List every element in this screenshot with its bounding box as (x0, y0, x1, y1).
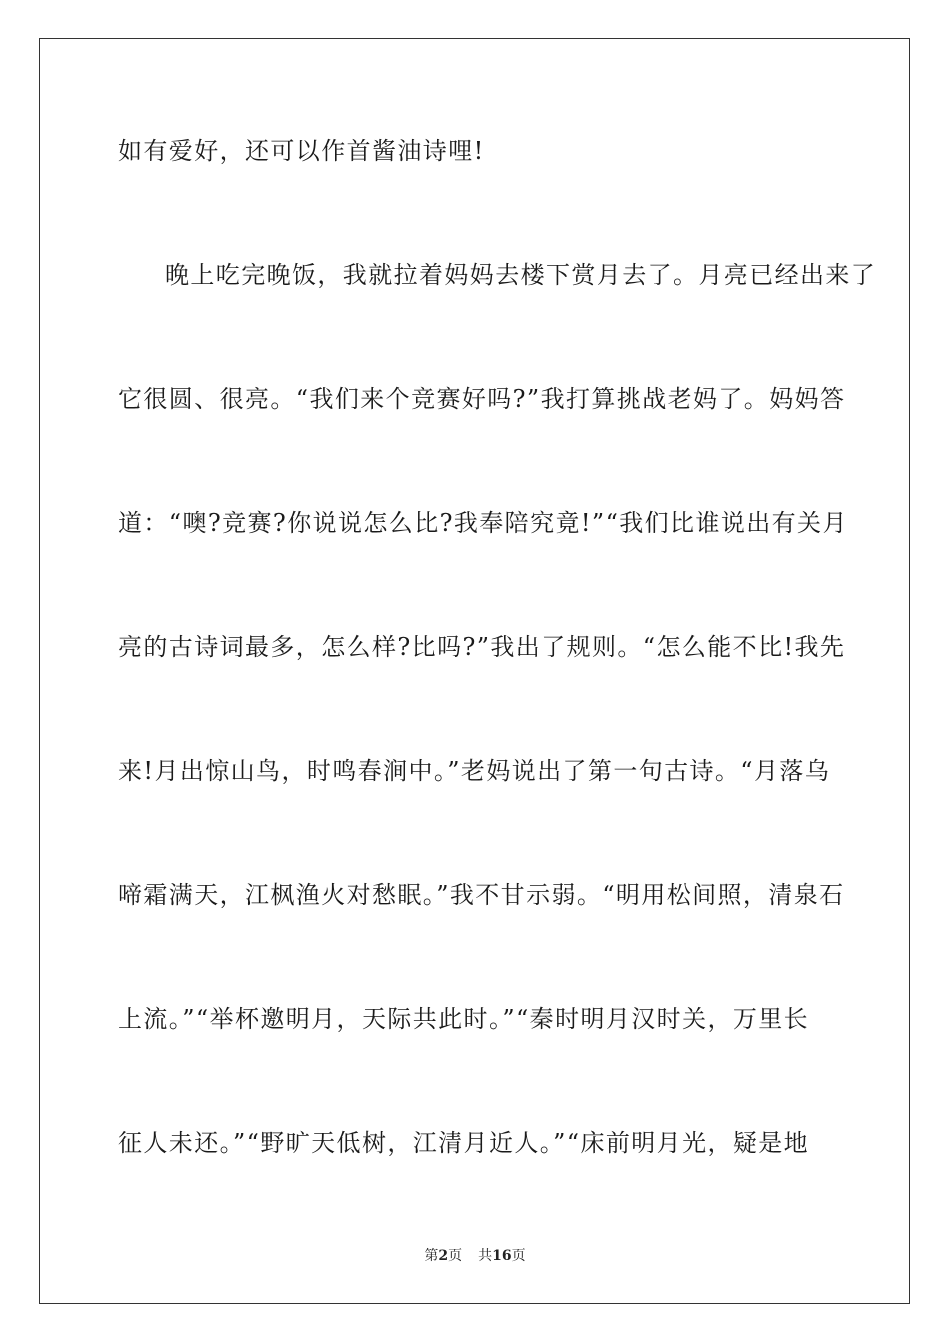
total-pages: 16 (492, 1248, 512, 1264)
body-line-1: 如有爱好，还可以作首酱油诗哩! (118, 137, 485, 165)
body-line-5: 亮的古诗词最多，怎么样?比吗?”我出了规则。“怎么能不比!我先 (118, 633, 846, 661)
total-suffix: 页 (511, 1248, 526, 1264)
total-prefix: 共 (478, 1248, 493, 1264)
page-footer (0, 1247, 950, 1265)
body-line-7: 啼霜满天，江枫渔火对愁眠。”我不甘示弱。“明用松间照，清泉石 (118, 881, 845, 909)
body-line-3: 它很圆、很亮。“我们来个竞赛好吗?”我打算挑战老妈了。妈妈答 (118, 385, 846, 413)
body-line-8: 上流。”“举杯邀明月，天际共此时。”“秦时明月汉时关，万里长 (118, 1005, 810, 1033)
page-border (39, 38, 910, 1304)
body-line-2: 晚上吃完晚饭，我就拉着妈妈去楼下赏月去了。月亮已经出来了 (165, 261, 877, 289)
page-prefix: 第 (424, 1248, 439, 1264)
body-line-9: 征人未还。”“野旷天低树，江清月近人。”“床前明月光，疑是地 (118, 1129, 810, 1157)
page-number: 2 (438, 1248, 449, 1264)
body-line-6: 来!月出惊山鸟，时鸣春涧中。”老妈说出了第一句古诗。“月落乌 (118, 757, 831, 785)
body-line-4: 道：“噢?竞赛?你说说怎么比?我奉陪究竟!”“我们比谁说出有关月 (118, 509, 848, 537)
page-suffix: 页 (448, 1248, 463, 1264)
